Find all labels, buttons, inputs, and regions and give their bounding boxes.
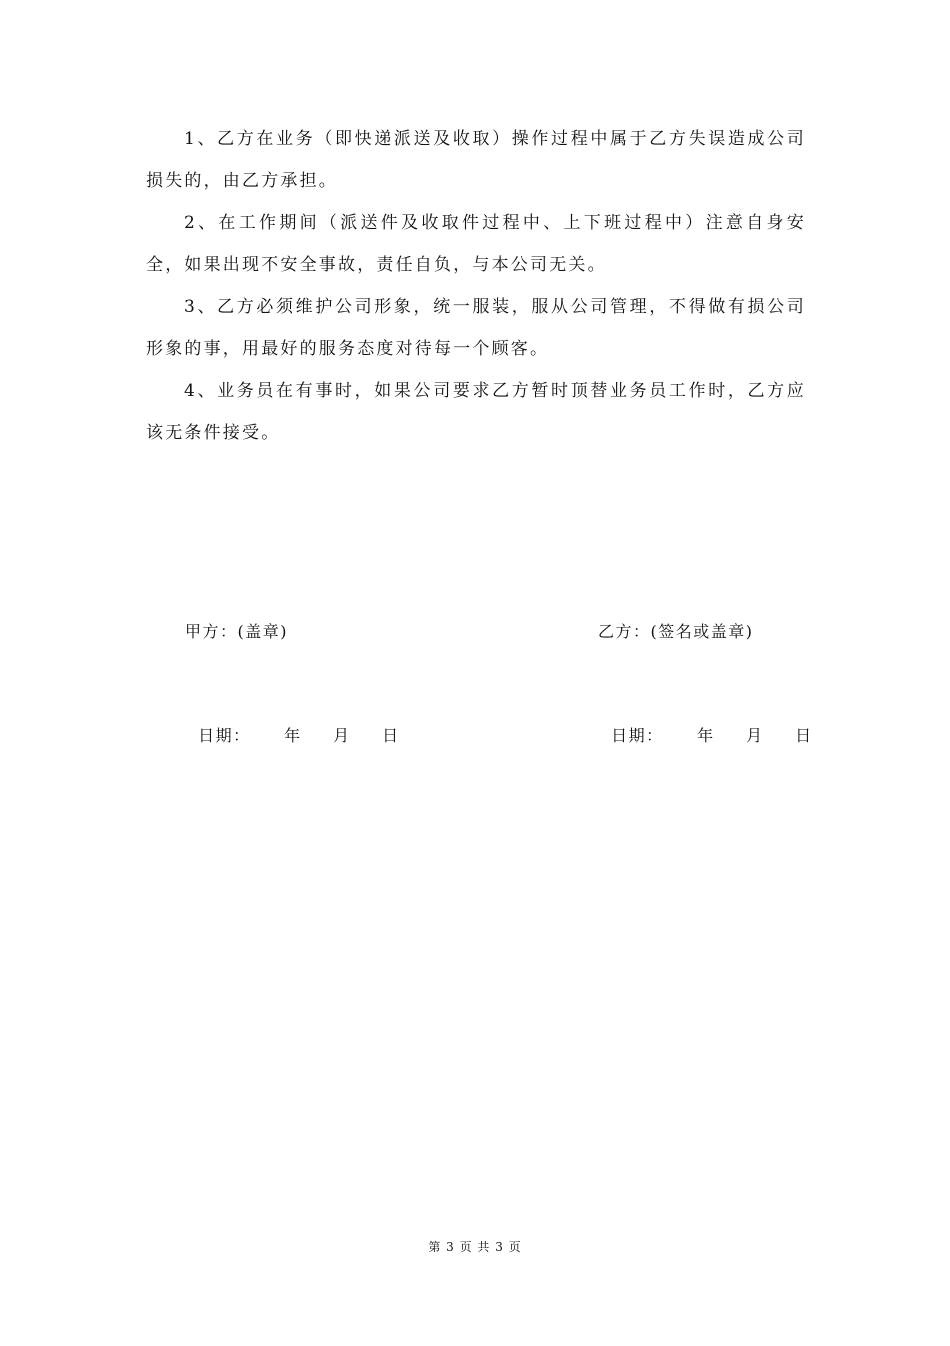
date-label: 日期： (198, 726, 251, 745)
clause-3: 3、乙方必须维护公司形象，统一服装，服从公司管理，不得做有损公司形象的事，用最好的服务态度对待每一个顾客。 (146, 297, 806, 359)
party-a-seal-line: 甲方：(盖章) (185, 622, 288, 641)
date-month: 月 (746, 726, 764, 745)
clause-1: 1、乙方在业务（即快递派送及收取）操作过程中属于乙方失误造成公司损失的，由乙方承担。 (146, 129, 806, 191)
party-b-date-line (598, 700, 844, 748)
date-year: 年 (284, 726, 302, 745)
party-b-seal-line: 乙方：(签名或盖章) (598, 622, 754, 641)
date-day: 日 (382, 726, 400, 745)
contract-clauses (146, 118, 806, 454)
clause-2: 2、在工作期间（派送件及收取件过程中、上下班过程中）注意自身安全，如果出现不安全事故，责任自负，与本公司无关。 (146, 213, 806, 275)
clause-4: 4、业务员在有事时，如果公司要求乙方暂时顶替业务员工作时，乙方应该无条件接受。 (146, 381, 806, 443)
date-day: 日 (795, 726, 813, 745)
page-footer: 第 3 页 共 3 页 (428, 1240, 522, 1254)
date-label: 日期： (611, 726, 664, 745)
date-month: 月 (333, 726, 351, 745)
date-year: 年 (697, 726, 715, 745)
party-a-date-line (185, 700, 431, 748)
